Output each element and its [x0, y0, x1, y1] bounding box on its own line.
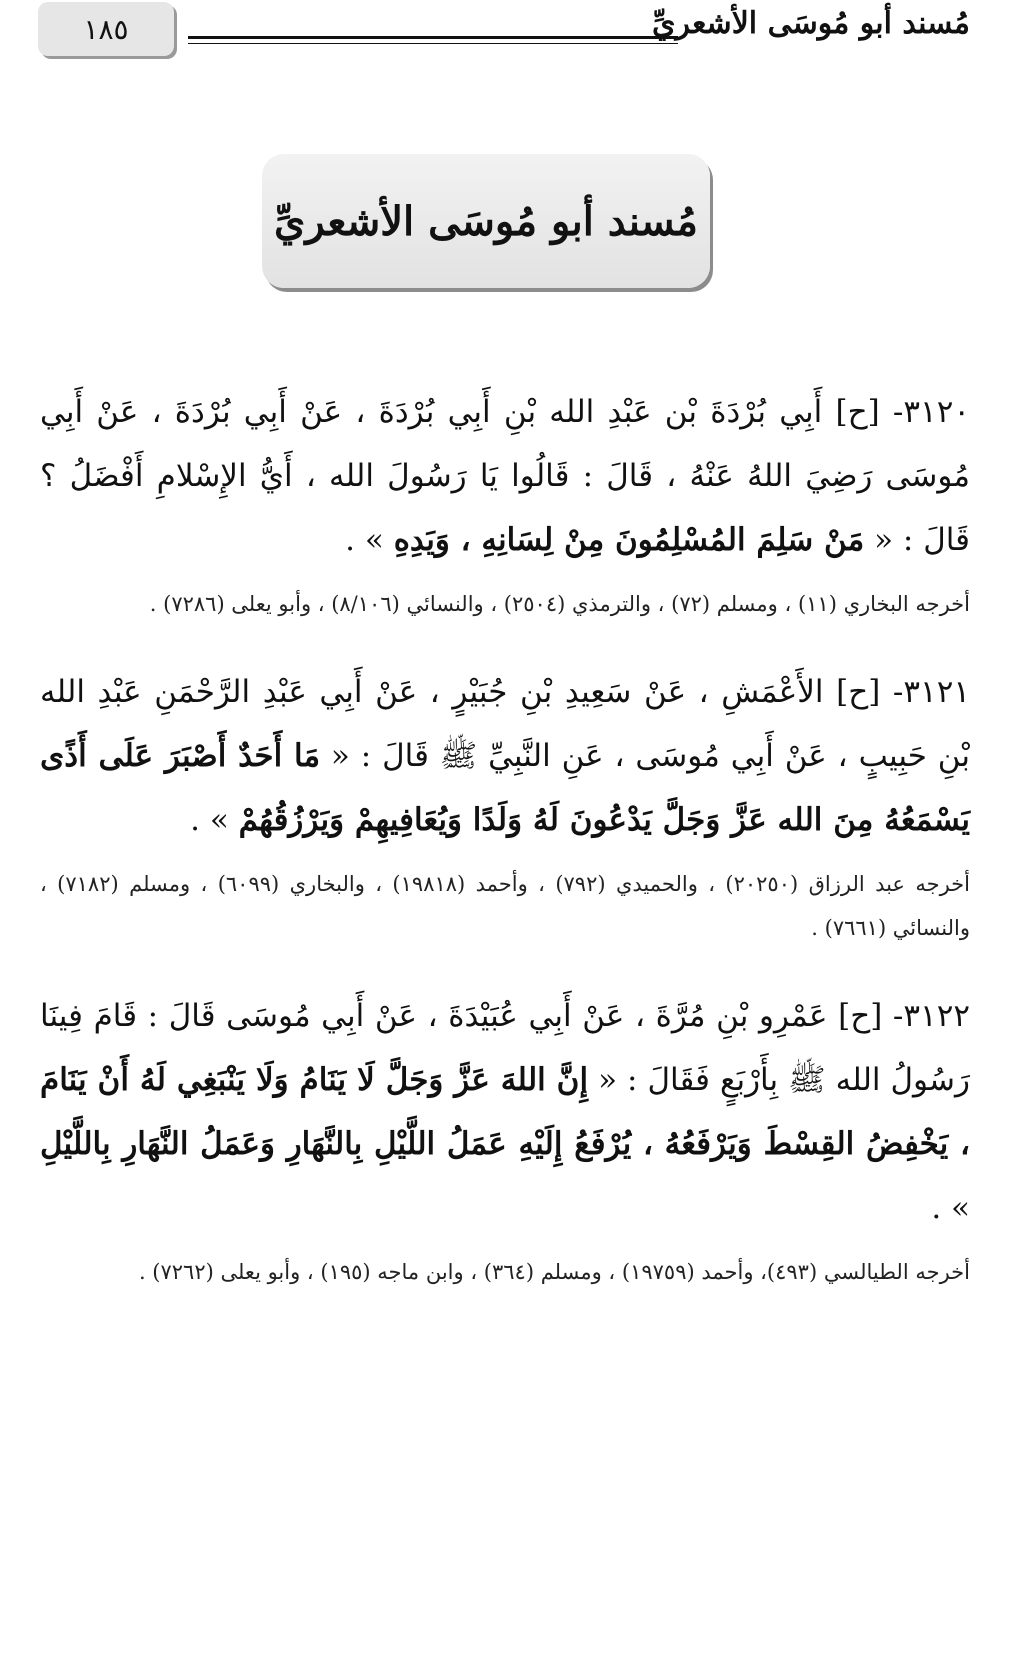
header-rule	[188, 36, 678, 39]
hadith-isnad: - [ح] الأَعْمَشِ ، عَنْ سَعِيدِ بْنِ جُبَيْرٍ ، عَنْ أَبِي عَبْدِ الرَّحْمَنِ عَبْدِ الله بْنِ حَبِيبٍ ، عَنْ أَبِي مُوسَى ، عَنِ النَّبِيِّ ﷺ قَالَ : «	[40, 674, 970, 774]
hadith-ending: » .	[345, 522, 394, 558]
hadith-text	[40, 380, 970, 572]
hadith-list	[40, 380, 970, 1328]
takhrij-note: أخرجه الطيالسي (٤٩٣)، وأحمد (١٩٧٥٩) ، ومسلم (٣٦٤) ، وابن ماجه (١٩٥) ، وأبو يعلى (٧٢٦٢) .	[138, 1260, 970, 1284]
section-title	[262, 154, 710, 288]
hadith-ending: » .	[190, 802, 239, 838]
hadith-block	[40, 380, 970, 626]
takhrij-note: أخرجه البخاري (١١) ، ومسلم (٧٢) ، والترمذي (٢٥٠٤) ، والنسائي (٨/١٠٦) ، وأبو يعلى (٧٢٨٦) .	[149, 592, 970, 616]
hadith-matn: إِنَّ اللهَ عَزَّ وَجَلَّ لَا يَنَامُ وَلَا يَنْبَغِي لَهُ أَنْ يَنَامَ ، يَخْفِضُ القِسْطَ وَيَرْفَعُهُ ، يُرْفَعُ إِلَيْهِ عَمَلُ اللَّيْلِ بِالنَّهَارِ وَعَمَلُ النَّهَارِ بِاللَّيْلِ	[40, 1062, 970, 1162]
hadith-number: ٣١٢٢	[903, 998, 970, 1034]
hadith-block	[40, 984, 970, 1294]
hadith-isnad: - [ح] عَمْرِو بْنِ مُرَّةَ ، عَنْ أَبِي عُبَيْدَةَ ، عَنْ أَبِي مُوسَى قَالَ : قَامَ فِينَا رَسُولُ الله ﷺ بِأَرْبَعٍ فَقَالَ : «	[40, 998, 971, 1098]
hadith-isnad: - [ح] أَبِي بُرْدَةَ بْن عَبْدِ الله بْنِ أَبِي بُرْدَةَ ، عَنْ أَبِي بُرْدَةَ ، عَنْ أَبِي مُوسَى رَضِيَ اللهُ عَنْهُ ، قَالَ : قَالُوا يَا رَسُولَ الله ، أَيُّ الإِسْلامِ أَفْضَلُ ؟ قَالَ : «	[40, 394, 970, 558]
hadith-block	[40, 660, 970, 950]
page-number-text: ١٨٥	[83, 12, 129, 46]
takhrij-note: أخرجه عبد الرزاق (٢٠٢٥٠) ، والحميدي (٧٩٢) ، وأحمد (١٩٨١٨) ، والبخاري (٦٠٩٩) ، ومسلم (٧١٨٢) ، والنسائي (٧٦٦١) .	[40, 872, 971, 940]
header-rule-thin	[188, 43, 678, 44]
running-header: مُسند أبو مُوسَى الأشعريِّ	[652, 6, 970, 41]
hadith-matn: مَنْ سَلِمَ المُسْلِمُونَ مِنْ لِسَانِهِ ، وَيَدِهِ	[393, 522, 865, 558]
hadith-number: ٣١٢١	[903, 674, 970, 710]
hadith-text	[40, 984, 970, 1240]
hadith-ending: » .	[931, 1190, 970, 1226]
section-title-text: مُسند أبو مُوسَى الأشعريِّ	[274, 197, 698, 245]
hadith-matn: مَا أَحَدٌ أَصْبَرَ عَلَى أَذًى يَسْمَعُهُ مِنَ الله عَزَّ وَجَلَّ يَدْعُونَ لَهُ وَلَدًا وَيُعَافِيهِمْ وَيَرْزُقُهُمْ	[40, 738, 970, 838]
hadith-number: ٣١٢٠	[903, 394, 970, 430]
page-number	[38, 2, 174, 56]
hadith-text	[40, 660, 970, 852]
